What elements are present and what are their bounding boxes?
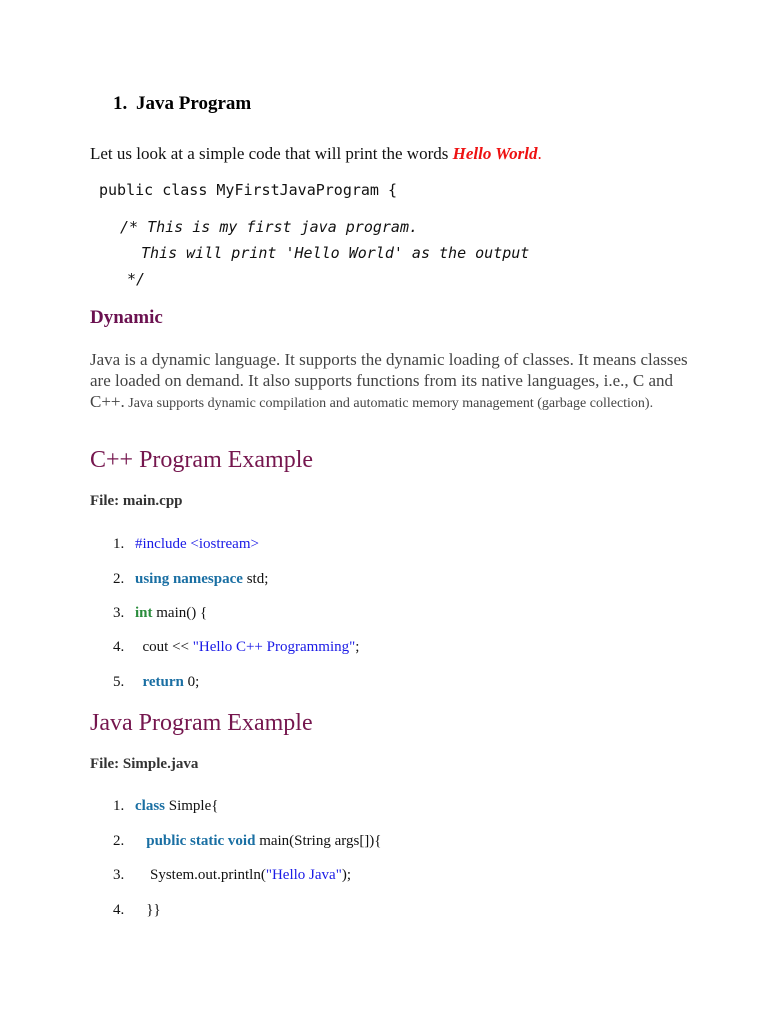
code-text: );	[341, 867, 351, 883]
string-literal: "Hello Java"	[265, 867, 342, 883]
code-text: std;	[242, 571, 269, 587]
code-text: main(String args[]){	[255, 833, 382, 849]
line-number: 1.	[113, 536, 125, 552]
dynamic-body-large: Java is a dynamic language. It supports the dynamic loading of classes. It means classes are loaded on demand. It also supports functions from its native languages, i.e., C and C++.	[90, 350, 688, 411]
java-example-heading: Java Program Example	[90, 710, 313, 736]
heading-number: 1.	[113, 93, 128, 114]
hello-world-highlight: Hello World	[452, 144, 538, 163]
intro-paragraph	[90, 144, 542, 164]
code-text: ;	[355, 639, 360, 655]
code-comment-line-3: */	[127, 270, 146, 288]
intro-end: .	[537, 144, 542, 163]
line-number: 2.	[113, 833, 125, 849]
dynamic-body-small: Java supports dynamic compilation and automatic memory management (garbage collection).	[124, 396, 654, 411]
code-text: main() {	[152, 605, 208, 621]
code-line-class: public class MyFirstJavaProgram {	[99, 181, 398, 199]
keyword: return	[142, 674, 184, 690]
include-directive: #include <iostream>	[135, 536, 259, 552]
line-number: 4.	[113, 639, 125, 655]
line-number: 4.	[113, 902, 125, 918]
section-heading	[113, 93, 251, 115]
cpp-example-heading: C++ Program Example	[90, 447, 314, 473]
line-number: 2.	[113, 571, 125, 587]
line-number: 3.	[113, 867, 125, 883]
line-number: 1.	[113, 798, 125, 814]
code-text	[135, 674, 143, 690]
code-text: cout <<	[135, 639, 193, 655]
heading-text: Java Program	[136, 93, 252, 114]
line-number: 5.	[113, 674, 125, 690]
code-text: }}	[135, 902, 161, 918]
code-text: System.out.println(	[135, 867, 266, 883]
string-literal: "Hello C++ Programming"	[192, 639, 356, 655]
dynamic-heading: Dynamic	[90, 307, 163, 328]
code-text	[135, 833, 146, 849]
code-text: 0;	[183, 674, 200, 690]
keyword: public static void	[146, 833, 256, 849]
java-file-label: File: Simple.java	[90, 756, 199, 772]
type-keyword: int	[135, 605, 153, 621]
code-comment-line-2: This will print 'Hello World' as the output	[141, 244, 530, 262]
intro-lead: Let us look at a simple code that will print the words	[90, 144, 453, 163]
code-comment-line-1: /* This is my first java program.	[120, 218, 419, 236]
code-text: Simple{	[165, 798, 219, 814]
line-number: 3.	[113, 605, 125, 621]
cpp-file-label: File: main.cpp	[90, 493, 183, 509]
dynamic-paragraph	[90, 349, 690, 413]
keyword: using namespace	[135, 571, 243, 587]
keyword: class	[135, 798, 165, 814]
